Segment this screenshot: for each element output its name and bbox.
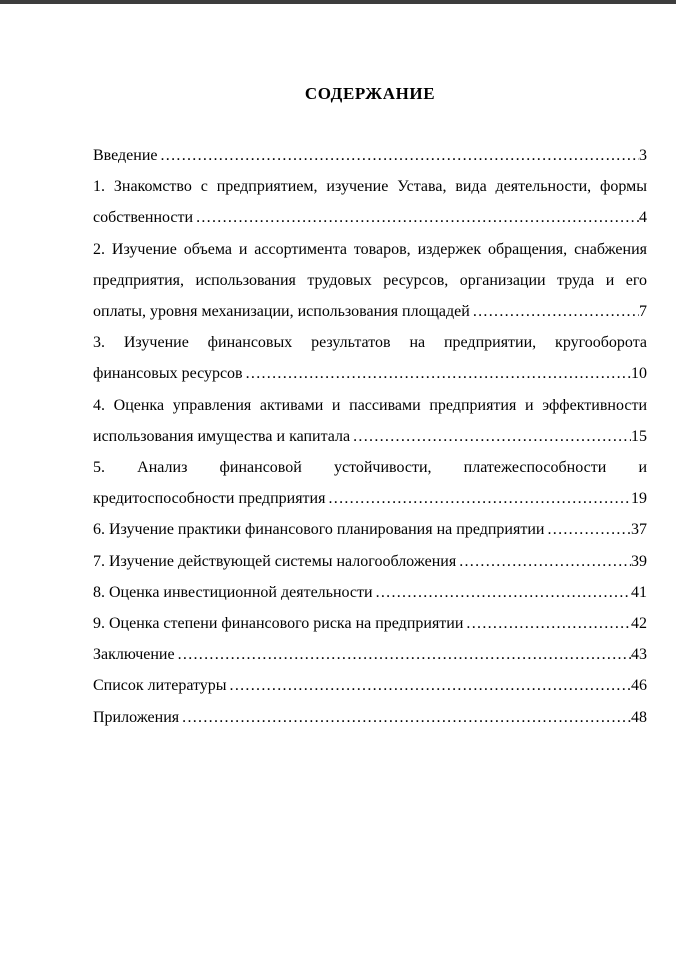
dot-leader (246, 358, 631, 389)
toc-entry-text: Приложения (93, 708, 180, 726)
page-number: 19 (631, 490, 647, 508)
toc-line (93, 140, 647, 171)
page-number: 10 (631, 365, 647, 383)
toc-entry-text: 1. Знакомство с предприятием, изучение Устава, вида деятельности, формы (93, 178, 647, 196)
toc-line (93, 202, 647, 233)
toc-line (93, 421, 647, 452)
dot-leader (161, 140, 640, 171)
toc-entry-text: собственности (93, 209, 194, 227)
page-number: 37 (631, 521, 647, 539)
toc-entry-text: 8. Оценка инвестиционной деятельности (93, 583, 373, 601)
toc-line (93, 546, 647, 577)
scan-edge-artifact (0, 0, 676, 4)
toc-entry-text: 4. Оценка управления активами и пассивами предприятия и эффективности (93, 396, 647, 414)
toc-entry-text: 9. Оценка степени финансового риска на предприятии (93, 615, 464, 633)
dot-leader (459, 546, 631, 577)
dot-leader (196, 202, 639, 233)
toc-entry-text: 3. Изучение финансовых результатов на предприятии, кругооборота (93, 334, 647, 352)
toc-line (93, 514, 647, 545)
dot-leader (376, 577, 631, 608)
dot-leader (466, 608, 631, 639)
toc-entry-text: Введение (93, 147, 158, 164)
toc-entry-text: оплаты, уровня механизации, использования площадей (93, 303, 470, 321)
dot-leader (473, 296, 639, 327)
page-number: 39 (631, 552, 647, 570)
toc-entry-text: 7. Изучение действующей системы налогообложения (93, 552, 457, 570)
dot-leader (182, 702, 631, 733)
page-number: 43 (631, 646, 647, 664)
dot-leader (178, 639, 631, 670)
toc-line (93, 608, 647, 639)
toc-line (93, 670, 647, 701)
toc-line (93, 296, 647, 327)
toc-line (93, 327, 647, 358)
toc-entry-text: финансовых ресурсов (93, 365, 243, 383)
page-number: 15 (631, 427, 647, 445)
toc-line (93, 358, 647, 389)
toc-line (93, 171, 647, 202)
dot-leader (547, 514, 631, 545)
dot-leader (328, 483, 631, 514)
toc-line (93, 234, 647, 265)
toc-line (93, 483, 647, 514)
toc-entry-text: кредитоспособности предприятия (93, 490, 326, 508)
toc-entry-text: Заключение (93, 646, 175, 664)
toc-entry-text: использования имущества и капитала (93, 427, 351, 445)
page-number: 3 (639, 147, 647, 164)
toc-entry-text: 5. Анализ финансовой устойчивости, платежеспособности и (93, 459, 647, 477)
toc-line (93, 390, 647, 421)
toc-line (93, 702, 647, 733)
page-number: 7 (639, 303, 647, 321)
toc-entry-text: предприятия, использования трудовых ресурсов, организации труда и его (93, 271, 647, 289)
toc-line (93, 639, 647, 670)
toc-entry-text: 6. Изучение практики финансового планирования на предприятии (93, 521, 545, 539)
toc-line (93, 452, 647, 483)
dot-leader (353, 421, 631, 452)
dot-leader (230, 670, 631, 701)
toc-line (93, 577, 647, 608)
page-number: 41 (631, 583, 647, 601)
page-number: 42 (631, 615, 647, 633)
page-number: 48 (631, 708, 647, 726)
toc-line (93, 265, 647, 296)
document-page (93, 0, 647, 733)
toc-entry-text: 2. Изучение объема и ассортимента товаров, издержек обращения, снабжения (93, 240, 647, 258)
page-number: 4 (639, 209, 647, 227)
page-title: СОДЕРЖАНИЕ (304, 84, 436, 103)
page-number: 46 (631, 677, 647, 695)
toc-list (93, 140, 647, 733)
toc-entry-text: Список литературы (93, 677, 227, 695)
